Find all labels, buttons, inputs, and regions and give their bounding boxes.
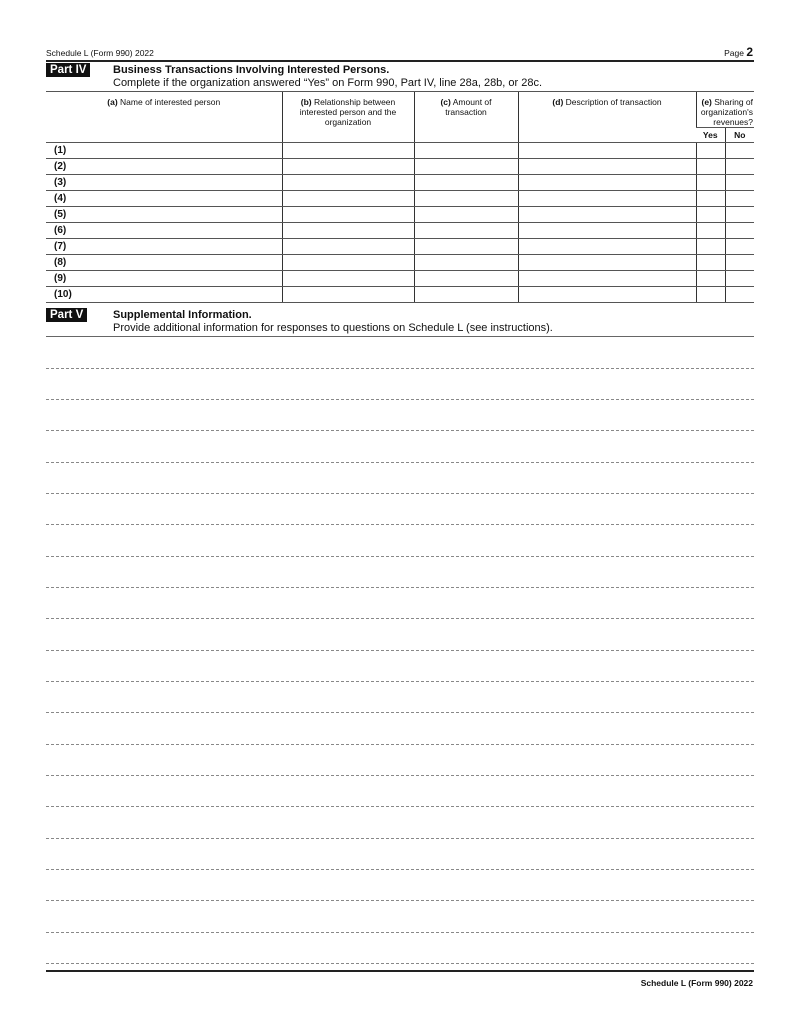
name-cell[interactable]: (2) [46, 159, 282, 175]
part-iv-title: Business Transactions Involving Interested Persons. [113, 64, 390, 76]
supplemental-line[interactable] [46, 932, 754, 933]
col-header-no: No [725, 128, 754, 143]
interested-persons-table [46, 92, 754, 303]
part-v-badge: Part V [46, 308, 87, 322]
name-cell[interactable]: (3) [46, 175, 282, 191]
amount-cell[interactable] [414, 287, 518, 303]
description-cell[interactable] [518, 191, 696, 207]
supplemental-line[interactable] [46, 869, 754, 870]
table-row [46, 191, 754, 207]
yes-checkbox[interactable] [696, 223, 725, 239]
table-row [46, 175, 754, 191]
supplemental-line[interactable] [46, 806, 754, 807]
amount-cell[interactable] [414, 223, 518, 239]
name-cell[interactable]: (10) [46, 287, 282, 303]
relationship-cell[interactable] [282, 287, 414, 303]
part-v-title: Supplemental Information. [113, 309, 252, 321]
yes-checkbox[interactable] [696, 159, 725, 175]
no-checkbox[interactable] [725, 239, 754, 255]
col-header-description: (d) Description of transaction [518, 92, 696, 143]
relationship-cell[interactable] [282, 207, 414, 223]
supplemental-line[interactable] [46, 712, 754, 713]
no-checkbox[interactable] [725, 191, 754, 207]
table-row [46, 255, 754, 271]
supplemental-line[interactable] [46, 368, 754, 369]
table-row [46, 271, 754, 287]
table-row [46, 207, 754, 223]
relationship-cell[interactable] [282, 143, 414, 159]
page-label: Page [724, 48, 744, 58]
supplemental-line[interactable] [46, 493, 754, 494]
description-cell[interactable] [518, 255, 696, 271]
yes-checkbox[interactable] [696, 255, 725, 271]
table-row [46, 223, 754, 239]
supplemental-line[interactable] [46, 430, 754, 431]
amount-cell[interactable] [414, 271, 518, 287]
amount-cell[interactable] [414, 191, 518, 207]
no-checkbox[interactable] [725, 271, 754, 287]
supplemental-line[interactable] [46, 556, 754, 557]
col-header-yes: Yes [696, 128, 725, 143]
yes-checkbox[interactable] [696, 287, 725, 303]
col-header-amount: (c) Amount of transaction [414, 92, 518, 143]
form-footer-id: Schedule L (Form 990) 2022 [640, 978, 753, 988]
supplemental-line[interactable] [46, 681, 754, 682]
header-rule [46, 60, 754, 62]
relationship-cell[interactable] [282, 239, 414, 255]
name-cell[interactable]: (9) [46, 271, 282, 287]
description-cell[interactable] [518, 143, 696, 159]
description-cell[interactable] [518, 271, 696, 287]
name-cell[interactable]: (4) [46, 191, 282, 207]
supplemental-line[interactable] [46, 963, 754, 964]
yes-checkbox[interactable] [696, 175, 725, 191]
name-cell[interactable]: (1) [46, 143, 282, 159]
part-v-rule [46, 336, 754, 337]
yes-checkbox[interactable] [696, 207, 725, 223]
no-checkbox[interactable] [725, 223, 754, 239]
description-cell[interactable] [518, 175, 696, 191]
supplemental-line[interactable] [46, 462, 754, 463]
description-cell[interactable] [518, 159, 696, 175]
table-row [46, 287, 754, 303]
no-checkbox[interactable] [725, 159, 754, 175]
col-header-sharing: (e) Sharing of organization's revenues? [696, 92, 754, 128]
yes-checkbox[interactable] [696, 191, 725, 207]
name-cell[interactable]: (6) [46, 223, 282, 239]
description-cell[interactable] [518, 239, 696, 255]
amount-cell[interactable] [414, 255, 518, 271]
relationship-cell[interactable] [282, 175, 414, 191]
supplemental-line[interactable] [46, 744, 754, 745]
no-checkbox[interactable] [725, 143, 754, 159]
table-row [46, 159, 754, 175]
amount-cell[interactable] [414, 207, 518, 223]
supplemental-line[interactable] [46, 838, 754, 839]
supplemental-line[interactable] [46, 775, 754, 776]
table-row [46, 239, 754, 255]
supplemental-line[interactable] [46, 587, 754, 588]
supplemental-line[interactable] [46, 900, 754, 901]
page-number: 2 [746, 45, 753, 59]
supplemental-line[interactable] [46, 524, 754, 525]
relationship-cell[interactable] [282, 191, 414, 207]
supplemental-line[interactable] [46, 650, 754, 651]
form-header-id: Schedule L (Form 990) 2022 [46, 48, 154, 58]
relationship-cell[interactable] [282, 271, 414, 287]
description-cell[interactable] [518, 287, 696, 303]
amount-cell[interactable] [414, 239, 518, 255]
part-v-instruction: Provide additional information for responses to questions on Schedule L (see instructions). [113, 322, 553, 334]
supplemental-line[interactable] [46, 399, 754, 400]
relationship-cell[interactable] [282, 159, 414, 175]
yes-checkbox[interactable] [696, 271, 725, 287]
relationship-cell[interactable] [282, 255, 414, 271]
amount-cell[interactable] [414, 143, 518, 159]
description-cell[interactable] [518, 207, 696, 223]
table-row [46, 143, 754, 159]
relationship-cell[interactable] [282, 223, 414, 239]
col-header-name: (a) Name of interested person [46, 92, 282, 143]
supplemental-line[interactable] [46, 618, 754, 619]
part-iv-instruction: Complete if the organization answered “Yes” on Form 990, Part IV, line 28a, 28b, or 28c. [113, 77, 543, 89]
part-iv-badge: Part IV [46, 63, 90, 77]
footer-rule [46, 970, 754, 972]
no-checkbox[interactable] [725, 255, 754, 271]
name-cell[interactable]: (8) [46, 255, 282, 271]
no-checkbox[interactable] [725, 175, 754, 191]
amount-cell[interactable] [414, 175, 518, 191]
amount-cell[interactable] [414, 159, 518, 175]
description-cell[interactable] [518, 223, 696, 239]
no-checkbox[interactable] [725, 207, 754, 223]
col-header-relationship: (b) Relationship between interested person and the organization [282, 92, 414, 143]
no-checkbox[interactable] [725, 287, 754, 303]
yes-checkbox[interactable] [696, 143, 725, 159]
yes-checkbox[interactable] [696, 239, 725, 255]
name-cell[interactable]: (7) [46, 239, 282, 255]
name-cell[interactable]: (5) [46, 207, 282, 223]
page-indicator [724, 45, 753, 59]
